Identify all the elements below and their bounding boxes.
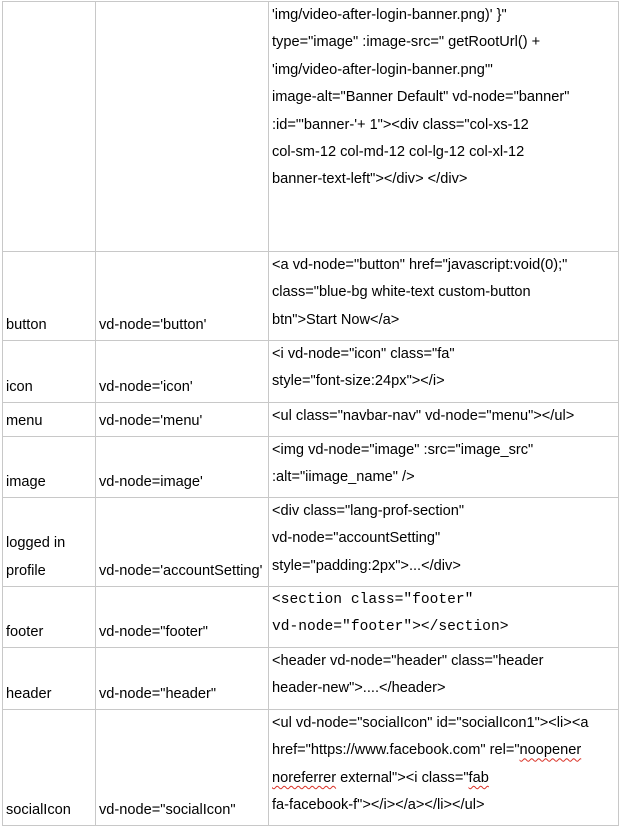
code-line: style="padding:2px">...</div>: [272, 557, 461, 574]
vd-node-value: vd-node='button': [99, 316, 207, 333]
component-name-cell: [3, 587, 96, 648]
code-line: <ul vd-node="socialIcon" id="socialIcon1"><li><a: [272, 715, 589, 731]
code-line: type="image" :image-src=" getRootUrl() +: [272, 34, 541, 51]
table-row: [3, 587, 619, 648]
code-example-cell: [269, 648, 619, 710]
table-row: [3, 252, 619, 341]
component-name-cell: [3, 437, 96, 498]
code-example-cell: [269, 498, 619, 587]
code-example-cell: [269, 710, 619, 826]
code-line: fa-facebook-f"></i></a></li></ul>: [272, 797, 485, 814]
code-example-cell: [269, 252, 619, 341]
code-line: image-alt="Banner Default" vd-node="banner": [272, 89, 570, 106]
code-line: [272, 765, 615, 792]
code-line: <div class="lang-prof-section": [272, 503, 465, 519]
code-line: vd-node="footer"></section>: [272, 619, 509, 636]
code-example-cell: [269, 403, 619, 437]
vd-node-cell: [96, 437, 269, 498]
code-line: col-sm-12 col-md-12 col-lg-12 col-xl-12: [272, 144, 525, 161]
code-line: [272, 737, 615, 764]
vd-node-value: vd-node='icon': [99, 378, 193, 395]
code-example-cell: [269, 437, 619, 498]
code-example-cell: [269, 341, 619, 403]
vd-node-value: vd-node="header": [99, 685, 217, 702]
component-name: button: [6, 316, 47, 333]
component-name-cell: [3, 341, 96, 403]
spellcheck-flagged-word: fab: [468, 769, 489, 786]
vd-node-reference-table: [2, 1, 619, 826]
vd-node-cell: [96, 710, 269, 826]
code-line: <section class="footer": [272, 592, 474, 608]
component-name: menu: [6, 412, 43, 429]
code-line: banner-text-left"></div> </div>: [272, 171, 468, 188]
code-line: <a vd-node="button" href="javascript:void(0);": [272, 257, 568, 273]
vd-node-cell: [96, 587, 269, 648]
code-line: <i vd-node="icon" class="fa": [272, 346, 455, 362]
code-line: <img vd-node="image" :src="image_src": [272, 442, 534, 458]
spellcheck-flagged-word: noreferrer: [272, 769, 337, 786]
component-name: icon: [6, 378, 33, 395]
spellcheck-flagged-word: noopener: [519, 742, 582, 759]
component-name-cell: [3, 252, 96, 341]
code-fragment: external"><i class=": [336, 769, 469, 786]
component-name: socialIcon: [6, 801, 71, 818]
table-row: [3, 437, 619, 498]
component-name-cell: [3, 403, 96, 437]
table-row: [3, 2, 619, 252]
code-line: style="font-size:24px"></i>: [272, 373, 445, 390]
vd-node-cell: [96, 2, 269, 252]
component-name: logged in: [6, 535, 66, 552]
component-name: image: [6, 473, 46, 490]
component-name-cell: [3, 498, 96, 587]
code-example-cell: [269, 2, 619, 252]
vd-node-value: vd-node='menu': [99, 412, 203, 429]
code-line: :id="'banner-'+ 1"><div class="col-xs-12: [272, 116, 529, 133]
vd-node-value: vd-node="footer": [99, 623, 208, 640]
vd-node-cell: [96, 403, 269, 437]
code-line: btn">Start Now</a>: [272, 311, 400, 328]
code-line: header-new">....</header>: [272, 680, 446, 697]
component-name: header: [6, 685, 52, 702]
code-line: 'img/video-after-login-banner.png'": [272, 61, 493, 78]
vd-node-value: vd-node=image': [99, 473, 203, 490]
vd-node-value: vd-node='accountSetting': [99, 562, 263, 579]
component-name: profile: [6, 562, 46, 579]
table-row: [3, 710, 619, 826]
code-line: vd-node="accountSetting": [272, 530, 441, 547]
vd-node-cell: [96, 498, 269, 587]
code-line: 'img/video-after-login-banner.png)' }": [272, 7, 507, 23]
code-fragment: href="https://www.facebook.com" rel=": [272, 742, 520, 759]
vd-node-cell: [96, 648, 269, 710]
component-name-cell: [3, 710, 96, 826]
component-name: footer: [6, 623, 44, 640]
code-line: :alt="iimage_name" />: [272, 469, 415, 486]
code-line: <header vd-node="header" class="header: [272, 653, 544, 669]
table-row: [3, 341, 619, 403]
component-name-cell: [3, 648, 96, 710]
code-line: class="blue-bg white-text custom-button: [272, 284, 531, 301]
table-row: [3, 403, 619, 437]
table-row: [3, 498, 619, 587]
table-row: [3, 648, 619, 710]
vd-node-value: vd-node="socialIcon": [99, 801, 236, 818]
code-line: <ul class="navbar-nav" vd-node="menu"></ul>: [272, 408, 575, 424]
vd-node-cell: [96, 252, 269, 341]
vd-node-cell: [96, 341, 269, 403]
code-example-cell: [269, 587, 619, 648]
component-name-cell: [3, 2, 96, 252]
